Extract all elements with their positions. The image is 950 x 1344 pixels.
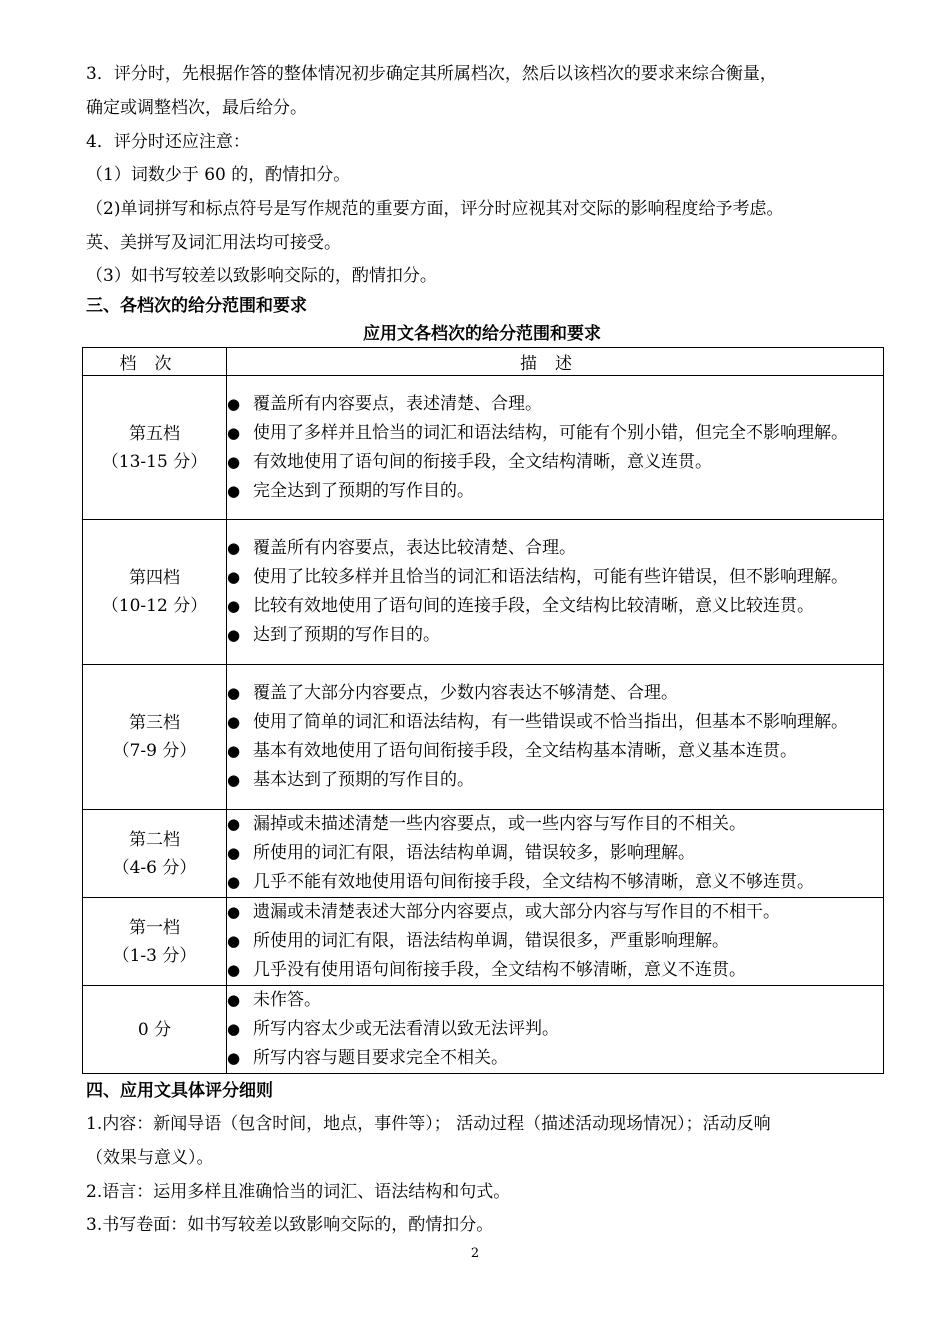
bullet-icon: ●	[227, 568, 241, 586]
bullet-icon: ●	[227, 394, 241, 413]
description-text: 几乎没有使用语句间衔接手段，全文结构不够清晰，意义不连贯。	[253, 960, 746, 980]
note-1: （1）词数少于 60 的，酌情扣分。	[86, 165, 351, 185]
bullet-icon: ●	[227, 423, 241, 442]
description-item	[227, 477, 883, 506]
description-text: 有效地使用了语句间的衔接手段，全文结构清晰，意义连贯。	[253, 451, 712, 472]
description-text: 覆盖所有内容要点，表达比较清楚、合理。	[253, 538, 576, 558]
table-row	[83, 810, 884, 898]
level-score-range: （1-3 分）	[112, 945, 197, 966]
rule-3-line-2: 确定或调整档次，最后给分。	[86, 98, 307, 118]
description-text: 漏掉或未描述清楚一些内容要点，或一些内容与写作目的不相关。	[253, 814, 746, 834]
description-item	[227, 679, 883, 708]
bullet-icon: ●	[227, 932, 241, 950]
description-item	[227, 563, 883, 592]
bullet-icon: ●	[227, 903, 241, 921]
bullet-icon: ●	[227, 597, 241, 615]
level-cell	[83, 665, 227, 810]
description-text: 完全达到了预期的写作目的。	[253, 480, 474, 501]
description-item	[227, 621, 883, 650]
description-text: 所写内容与题目要求完全不相关。	[253, 1048, 508, 1068]
description-text: 未作答。	[253, 990, 321, 1010]
level-name: 第四档	[129, 568, 180, 588]
header-description: 描述	[227, 348, 884, 376]
level-cell	[83, 898, 227, 986]
rule-4: 4．评分时还应注意：	[86, 132, 250, 152]
description-text: 所使用的词汇有限，语法结构单调，错误很多，严重影响理解。	[253, 931, 729, 951]
bullet-icon: ●	[227, 452, 241, 471]
bullet-icon: ●	[227, 742, 241, 760]
criteria-1-line-2: （效果与意义）。	[86, 1148, 214, 1168]
note-2-line-1: （2)单词拼写和标点符号是写作规范的重要方面，评分时应视其对交际的影响程度给予考虑。	[86, 199, 784, 219]
description-item	[227, 766, 883, 795]
bullet-icon: ●	[227, 626, 241, 644]
description-item	[227, 956, 883, 985]
criteria-2: 2.语言：运用多样且准确恰当的词汇、语法结构和句式。	[86, 1182, 511, 1202]
description-text: 所使用的词汇有限，语法结构单调，错误较多，影响理解。	[253, 843, 695, 863]
description-text: 使用了比较多样并且恰当的词汇和语法结构，可能有些许错误，但不影响理解。	[253, 567, 848, 587]
description-text: 几乎不能有效地使用语句间衔接手段，全文结构不够清晰，意义不够连贯。	[253, 872, 814, 892]
description-cell	[227, 810, 884, 898]
description-item	[227, 592, 883, 621]
description-item	[227, 927, 883, 956]
bullet-icon: ●	[227, 991, 241, 1009]
description-item	[227, 1044, 883, 1073]
criteria-3: 3.书写卷面：如书写较差以致影响交际的，酌情扣分。	[86, 1215, 494, 1235]
bullet-icon: ●	[227, 684, 241, 702]
level-cell	[83, 376, 227, 520]
level-score-range: （13-15 分）	[101, 451, 208, 472]
bullet-icon: ●	[227, 844, 241, 862]
level-cell	[83, 520, 227, 665]
description-cell	[227, 376, 884, 520]
section-3-heading: 三、各档次的给分范围和要求	[86, 296, 307, 316]
note-2-line-2: 英、美拼写及词汇用法均可接受。	[86, 233, 341, 253]
note-3: （3）如书写较差以致影响交际的，酌情扣分。	[86, 266, 437, 286]
description-text: 使用了简单的词汇和语法结构，有一些错误或不恰当指出，但基本不影响理解。	[253, 712, 848, 732]
description-item	[227, 448, 883, 477]
description-item	[227, 868, 883, 897]
description-item	[227, 419, 883, 448]
level-name: 第三档	[129, 713, 180, 733]
description-cell	[227, 665, 884, 810]
bullet-icon: ●	[227, 1049, 241, 1067]
grading-table	[82, 347, 884, 1074]
level-score-range: （4-6 分）	[112, 857, 197, 878]
description-item	[227, 839, 883, 868]
description-text: 比较有效地使用了语句间的连接手段，全文结构比较清晰，意义比较连贯。	[253, 596, 814, 616]
description-item	[227, 390, 883, 419]
level-cell	[83, 810, 227, 898]
description-text: 基本有效地使用了语句间衔接手段，全文结构基本清晰，意义基本连贯。	[253, 741, 797, 761]
bullet-icon: ●	[227, 481, 241, 500]
table-row	[83, 665, 884, 810]
rule-3-line-1: 3．评分时，先根据作答的整体情况初步确定其所属档次，然后以该档次的要求来综合衡量，	[86, 64, 777, 84]
table-body	[83, 376, 884, 1074]
description-item	[227, 1015, 883, 1044]
level-cell	[83, 986, 227, 1074]
description-text: 所写内容太少或无法看清以致无法评判。	[253, 1019, 559, 1039]
bullet-icon: ●	[227, 961, 241, 979]
description-text: 使用了多样并且恰当的词汇和语法结构，可能有个别小错，但完全不影响理解。	[253, 422, 848, 443]
description-text: 覆盖了大部分内容要点，少数内容表达不够清楚、合理。	[253, 683, 678, 703]
description-item	[227, 708, 883, 737]
level-name: 第一档	[129, 917, 180, 938]
bullet-icon: ●	[227, 771, 241, 789]
level-name: 第二档	[129, 829, 180, 850]
description-item	[227, 898, 883, 927]
description-item	[227, 810, 883, 839]
description-item	[227, 737, 883, 766]
page-number: 2	[470, 1246, 480, 1261]
level-name: 0 分	[137, 1019, 172, 1040]
description-cell	[227, 986, 884, 1074]
description-text: 覆盖所有内容要点，表述清楚、合理。	[253, 393, 542, 414]
section-4-heading: 四、应用文具体评分细则	[86, 1081, 273, 1101]
table-row	[83, 520, 884, 665]
description-item	[227, 986, 883, 1015]
description-item	[227, 534, 883, 563]
description-text: 遗漏或未清楚表述大部分内容要点，或大部分内容与写作目的不相干。	[253, 902, 780, 922]
table-row	[83, 898, 884, 986]
bullet-icon: ●	[227, 873, 241, 891]
table-header-row	[83, 348, 884, 376]
description-text: 达到了预期的写作目的。	[253, 625, 440, 645]
level-score-range: （7-9 分）	[112, 741, 197, 761]
description-cell	[227, 898, 884, 986]
bullet-icon: ●	[227, 1020, 241, 1038]
level-score-range: （10-12 分）	[101, 596, 208, 616]
bullet-icon: ●	[227, 713, 241, 731]
level-name: 第五档	[129, 423, 180, 444]
description-cell	[227, 520, 884, 665]
table-row	[83, 986, 884, 1074]
description-text: 基本达到了预期的写作目的。	[253, 770, 474, 790]
bullet-icon: ●	[227, 539, 241, 557]
header-level: 档次	[83, 348, 227, 376]
criteria-1-line-1: 1.内容：新闻导语（包含时间，地点，事件等）； 活动过程（描述活动现场情况）；活动反响	[86, 1114, 771, 1134]
table-row	[83, 376, 884, 520]
table-caption: 应用文各档次的给分范围和要求	[363, 324, 601, 344]
bullet-icon: ●	[227, 815, 241, 833]
